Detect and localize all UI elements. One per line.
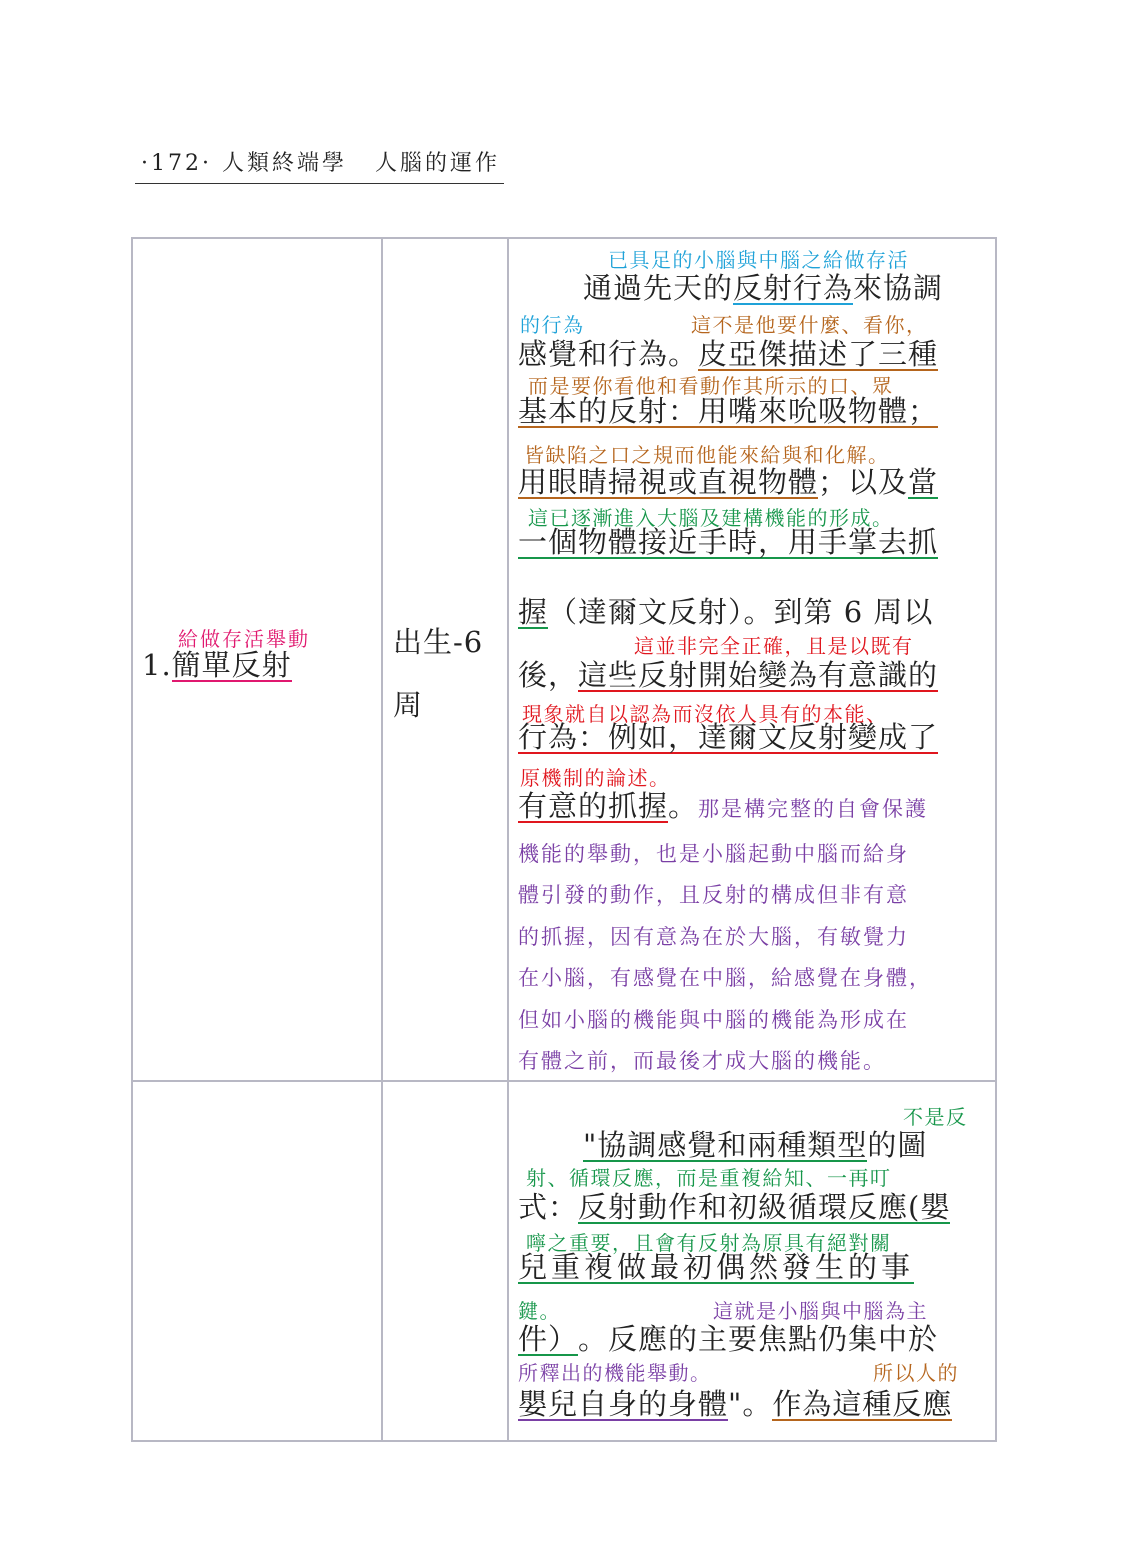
annotation-paragraph-line: 機能的舉動，也是小腦起動中腦而給身	[518, 842, 909, 866]
annotation-line: 已具足的小腦與中腦之給做存活	[608, 248, 909, 272]
text-line: 式：反射動作和初級循環反應(嬰	[518, 1190, 951, 1224]
annotation-line: 這就是小腦與中腦為主	[713, 1299, 928, 1323]
stage-annotation: 給做存活舉動	[178, 627, 310, 651]
annotation-line: 這已逐漸進入大腦及建構機能的形成。	[528, 506, 894, 530]
page-number: ·172·	[141, 151, 212, 176]
text-line: 用眼睛掃視或直視物體；以及當	[518, 465, 939, 499]
annotation-line: 現象就自以認為而沒依人具有的本能、	[522, 702, 888, 726]
text-line: 嬰兒自身的身體"。作為這種反應	[518, 1387, 953, 1421]
stage-number: 1.	[142, 648, 172, 682]
text-line: 行為：例如，達爾文反射變成了	[518, 720, 939, 754]
book-title: 人類終端學	[221, 151, 347, 176]
stage-name: 簡單反射	[171, 648, 292, 682]
annotation-line: 皆缺陷之口之規而他能來給與和化解。	[524, 443, 890, 467]
annotation-line: 的行為	[520, 313, 585, 337]
annotation-line: 這並非完全正確，且是以既有	[634, 634, 914, 658]
annotation-line: 所釋出的機能舉動。	[518, 1361, 712, 1385]
annotation-line: 所以人的	[873, 1361, 959, 1385]
text-line: 握（達爾文反射）。到第 6 周以	[518, 595, 934, 629]
annotation-paragraph-line: 但如小腦的機能與中腦的機能為形成在	[518, 1008, 909, 1032]
annotation-line: 原機制的論述。	[520, 766, 671, 790]
text-line: 通過先天的反射行為來協調	[583, 271, 944, 305]
annotation-paragraph-line: 體引發的動作，且反射的構成但非有意	[518, 883, 909, 907]
stage-title	[142, 648, 292, 682]
annotation-paragraph-line: 的抓握，因有意為在於大腦，有敏覺力	[518, 925, 909, 949]
chapter-title: 人腦的運作	[375, 151, 501, 176]
text-line: 基本的反射：用嘴來吮吸物體；	[518, 394, 939, 428]
row-divider	[133, 1080, 995, 1082]
age-unit: 周	[393, 688, 424, 722]
column-divider	[507, 239, 509, 1440]
annotation-line: 鍵。	[518, 1299, 561, 1323]
annotation-line: 而是要你看他和看動作其所示的口、眾	[528, 374, 894, 398]
annotation-paragraph-line: 有體之前，而最後才成大腦的機能。	[518, 1049, 886, 1073]
column-divider	[381, 239, 383, 1440]
text-line: 件）。反應的主要焦點仍集中於	[518, 1322, 939, 1356]
text-line: 一個物體接近手時，用手掌去抓	[518, 525, 939, 559]
annotation-line: 不是反	[903, 1105, 968, 1129]
age-range: 出生-6	[393, 625, 484, 659]
text-line: 後，這些反射開始變為有意識的	[518, 658, 939, 692]
text-line: 有意的抓握。那是構完整的自會保護	[518, 789, 929, 823]
annotation-line: 這不是他要什麼、看你，	[691, 313, 928, 337]
annotation-line: 嚀之重要，且會有反射為原具有絕對關	[526, 1231, 892, 1255]
page-header	[135, 146, 504, 184]
annotation-paragraph-line: 在小腦，有感覺在中腦，給感覺在身體，	[518, 966, 932, 990]
text-line: "協調感覺和兩種類型的圖	[583, 1128, 928, 1162]
text-line: 感覺和行為。皮亞傑描述了三種	[518, 337, 939, 371]
annotation-line: 射、循環反應，而是重複給知、一再叮	[526, 1166, 892, 1190]
text-line: 兒重複做最初偶然發生的事	[518, 1250, 915, 1284]
